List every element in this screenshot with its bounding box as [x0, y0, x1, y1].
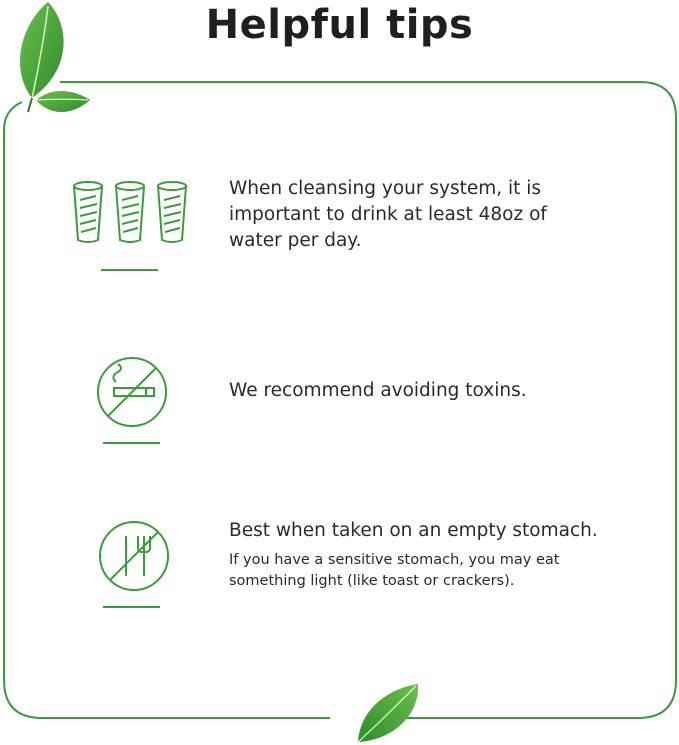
divider	[101, 269, 158, 271]
tip-subtext: If you have a sensitive stomach, you may eat something light (like toast or crackers).	[229, 552, 560, 589]
leaf-decoration-bottom-icon	[350, 678, 425, 745]
no-smoking-icon	[94, 354, 170, 430]
divider	[103, 442, 160, 444]
page-title: Helpful tips	[205, 2, 474, 48]
tip-text: Best when taken on an empty stomach.	[229, 520, 598, 541]
divider	[103, 606, 160, 608]
no-eating-icon	[96, 518, 172, 594]
water-glasses-icon	[70, 178, 190, 248]
tip-text: We recommend avoiding toxins.	[229, 380, 527, 401]
tip-text: When cleansing your system, it is important to drink at least 48oz of water per day.	[229, 178, 547, 251]
